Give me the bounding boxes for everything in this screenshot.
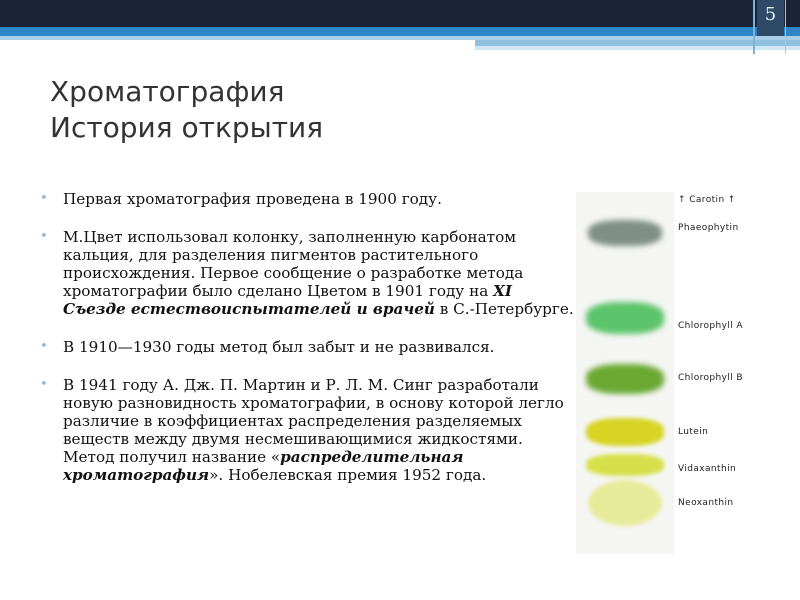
bullet-dot-icon: •: [40, 229, 48, 244]
band-chlorophyll-b: [586, 364, 664, 394]
header-stripe: [0, 27, 800, 36]
label-carotin: ↑ Carotin ↑: [678, 195, 736, 205]
bullet-emphasis: распределительная хроматография: [63, 448, 464, 484]
band-neoxanthin: [588, 480, 662, 526]
band-chlorophyll-a: [586, 302, 664, 334]
bullet-text: В 1910—1930 годы метод был забыт и не развивался.: [63, 338, 495, 356]
slide-title-line-1: Хроматография: [50, 75, 285, 108]
slide-title: [50, 74, 323, 146]
bullet-text: В 1941 году А. Дж. П. Мартин и Р. Л. М. Синг разработали новую разновидность хроматографии, в основу которой легло различие в коэффициентах распределения разделяемых веществ между двумя несмешивающимися жидкостями. Метод получил название «: [63, 376, 564, 466]
bullet-text: ». Нобелевская премия 1952 года.: [209, 466, 487, 484]
bullet-emphasis: XI Съезде естествоиспытателей и врачей: [63, 282, 512, 318]
chromatogram-image: [576, 192, 674, 554]
bullet-dot-icon: •: [40, 191, 48, 206]
label-neoxanthin: Neoxanthin: [678, 498, 734, 508]
header-accent-stripe-light: [475, 46, 800, 50]
bullet-dot-icon: •: [40, 339, 48, 354]
label-vidaxanthin: Vidaxanthin: [678, 464, 737, 474]
bullet-item: [38, 338, 578, 356]
bullet-dot-icon: •: [40, 377, 48, 392]
bullet-item: [38, 190, 578, 208]
band-lutein: [586, 418, 664, 446]
label-lutein: Lutein: [678, 427, 709, 437]
bullet-list: [38, 190, 578, 504]
bullet-text: М.Цвет использовал колонку, заполненную карбонатом кальция, для разделения пигментов растительного происхождения. Первое сообщение о разработке метода хроматографии было сделано Цветом в 1901 году на: [63, 228, 524, 300]
top-bar: [0, 0, 800, 27]
slide-title-line-2: История открытия: [50, 111, 324, 144]
bullet-item: [38, 376, 578, 484]
slide-number: 5: [764, 4, 777, 25]
band-vidaxanthin: [586, 454, 664, 476]
slide-number-bar: [753, 0, 755, 54]
label-chlorophyll-a: Chlorophyll A: [678, 321, 743, 331]
label-phaeophytin: Phaeophytin: [678, 223, 739, 233]
bullet-item: [38, 228, 578, 318]
slide-number-box: [753, 0, 800, 54]
label-chlorophyll-b: Chlorophyll B: [678, 373, 743, 383]
bullet-text: в С.-Петербурге.: [434, 300, 574, 318]
bullet-text: Первая хроматография проведена в 1900 году.: [63, 190, 442, 208]
band-phaeophytin: [588, 220, 662, 246]
